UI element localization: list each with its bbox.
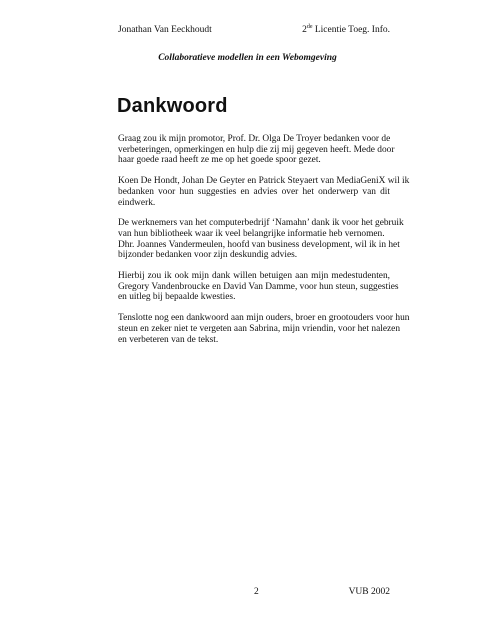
- text-line: eindwerk.: [118, 197, 156, 208]
- text-line: Graag zou ik mijn promotor, Prof. Dr. Olga De Troyer bedanken voor de: [118, 134, 391, 144]
- header-author: Jonathan Van Eeckhoudt: [118, 25, 212, 35]
- text-line: steun en zeker niet te vergeten aan Sabrina, mijn vriendin, voor het nalezen: [118, 323, 401, 334]
- text-line: en uitleg bij bepaalde kwesties.: [118, 292, 236, 303]
- header-course: [302, 24, 390, 36]
- text-line: van hun bibliotheek waar ik veel belangrijke informatie heb vernomen.: [118, 228, 385, 239]
- body-text: [118, 134, 410, 355]
- text-line: Gregory Vandenbroucke en David Van Damme, voor hun steun, suggesties: [118, 281, 399, 292]
- text-line: De werknemers van het computerbedrijf ‘Namahn’ dank ik voor het gebruik: [118, 218, 404, 229]
- header-course-superscript: de: [306, 24, 313, 30]
- section-heading: Dankwoord: [117, 95, 228, 117]
- header-course-rest: Licentie Toeg. Info.: [312, 25, 390, 35]
- text-line: bijzonder bedanken voor zijn deskundig advies.: [118, 250, 298, 261]
- document-subtitle: Collaboratieve modellen in een Webomgeving: [158, 53, 337, 63]
- paragraph-promotor: [118, 134, 395, 166]
- text-line: Dhr. Joannes Vandermeulen, hoofd van business development, wil ik in het: [118, 239, 400, 250]
- text-line: bedanken voor hun suggesties en advies over het onderwerp van dit: [118, 186, 390, 197]
- text-line: en verbeteren van de tekst.: [118, 334, 219, 345]
- page-header: [118, 24, 390, 38]
- page-number: 2: [254, 587, 259, 597]
- text-line: Koen De Hondt, Johan De Geyter en Patrick Steyaert van MediaGeniX wil ik: [118, 176, 410, 187]
- header-course-prefix: 2: [302, 25, 307, 35]
- text-line: Tenslotte nog een dankwoord aan mijn ouders, broer en grootouders voor hun: [118, 313, 410, 324]
- text-line: haar goede raad heeft ze me op het goede spoor gezet.: [118, 155, 321, 166]
- paragraph-namahn: [118, 218, 404, 261]
- paragraph-family: [118, 313, 410, 345]
- paragraph-mediagenix: [118, 176, 410, 208]
- text-line: Hierbij zou ik ook mijn dank willen betuigen aan mijn medestudenten,: [118, 271, 390, 282]
- paragraph-students: [118, 271, 399, 303]
- text-line: verbeteringen, opmerkingen en hulp die zij mij gegeven heeft. Mede door: [118, 144, 395, 155]
- footer-institution: VUB 2002: [348, 587, 390, 597]
- page-footer: [118, 586, 390, 600]
